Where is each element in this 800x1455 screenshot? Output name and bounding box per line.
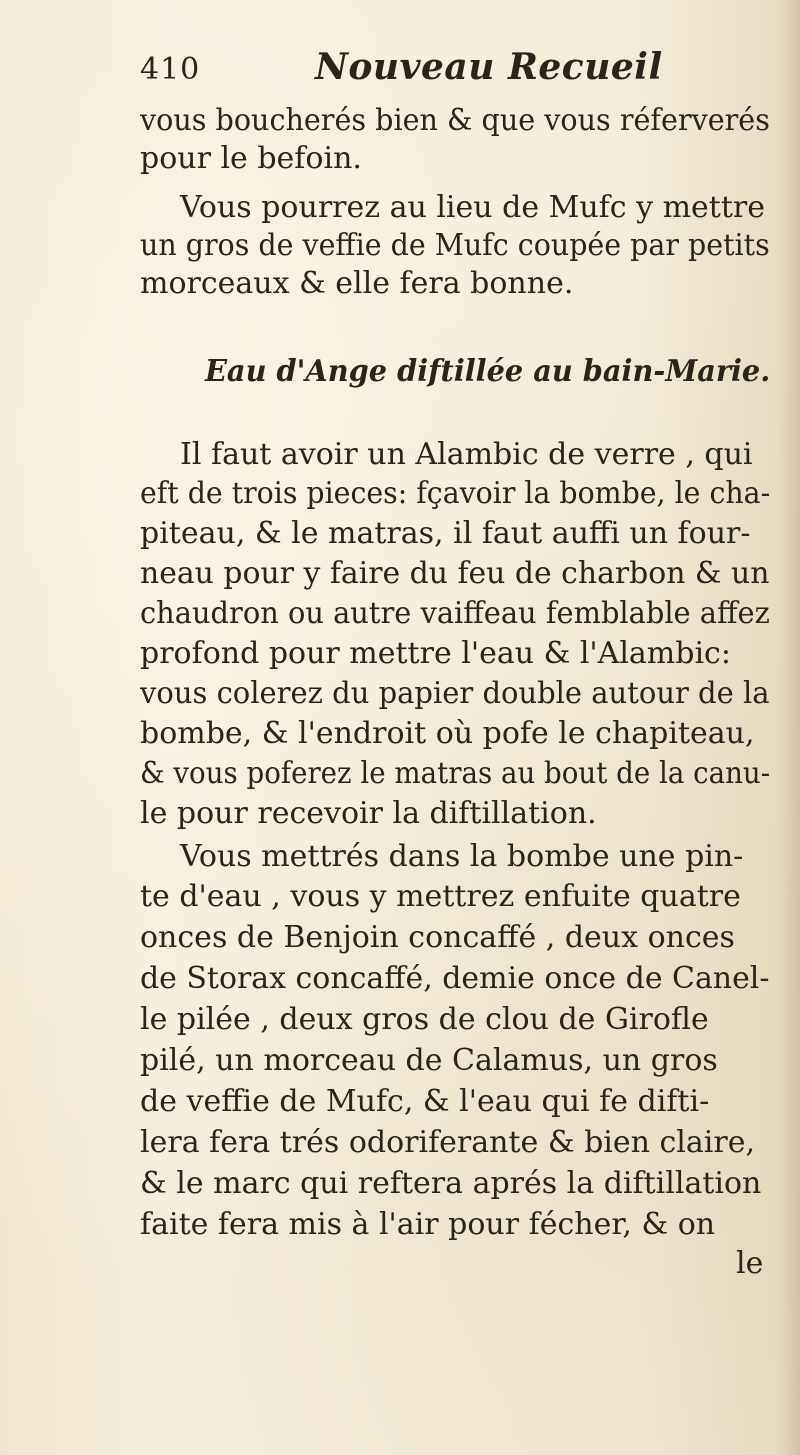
text-line: vous boucherés bien & que vous réferverés xyxy=(140,103,770,138)
catchword: le xyxy=(736,1246,764,1281)
text-line: Vous pourrez au lieu de Mufc y mettre xyxy=(180,190,765,225)
text-line: lera fera trés odoriferante & bien claire, xyxy=(140,1125,755,1160)
text-line: Il faut avoir un Alambic de verre , qui xyxy=(180,437,753,472)
text-line: bombe, & l'endroit où pofe le chapiteau, xyxy=(140,716,755,751)
text-line: pour le befoin. xyxy=(140,141,362,176)
text-line: neau pour y faire du feu de charbon & un xyxy=(140,556,770,591)
text-line: te d'eau , vous y mettrez enfuite quatre xyxy=(140,879,741,914)
text-line: & vous poferez le matras au bout de la canu- xyxy=(140,756,771,791)
text-line: onces de Benjoin concaffé , deux onces xyxy=(140,920,735,955)
page-number: 410 xyxy=(140,52,201,87)
text-line: de veffie de Mufc, & l'eau qui fe difti- xyxy=(140,1084,710,1119)
section-heading: Eau d'Ange diftillée au bain-Marie. xyxy=(205,354,771,389)
text-line: profond pour mettre l'eau & l'Alambic: xyxy=(140,636,731,671)
text-line: faite fera mis à l'air pour fécher, & on xyxy=(140,1207,716,1242)
text-line: morceaux & elle fera bonne. xyxy=(140,266,574,301)
text-line: piteau, & le matras, il faut auffi un four- xyxy=(140,516,751,551)
text-line: le pour recevoir la diftillation. xyxy=(140,796,597,831)
text-line: un gros de veffie de Mufc coupée par petits xyxy=(140,228,770,263)
text-line: chaudron ou autre vaiffeau femblable affez xyxy=(140,596,770,631)
text-line: & le marc qui reftera aprés la diftillation xyxy=(140,1166,762,1201)
running-title: Nouveau Recueil xyxy=(315,46,663,88)
text-line: le pilée , deux gros de clou de Girofle xyxy=(140,1002,709,1037)
text-line: pilé, un morceau de Calamus, un gros xyxy=(140,1043,718,1078)
text-line: vous colerez du papier double autour de la xyxy=(140,676,770,711)
text-line: de Storax concaffé, demie once de Canel- xyxy=(140,961,770,996)
text-line: Vous mettrés dans la bombe une pin- xyxy=(180,839,744,874)
text-line: eft de trois pieces: fçavoir la bombe, le cha- xyxy=(140,476,771,511)
